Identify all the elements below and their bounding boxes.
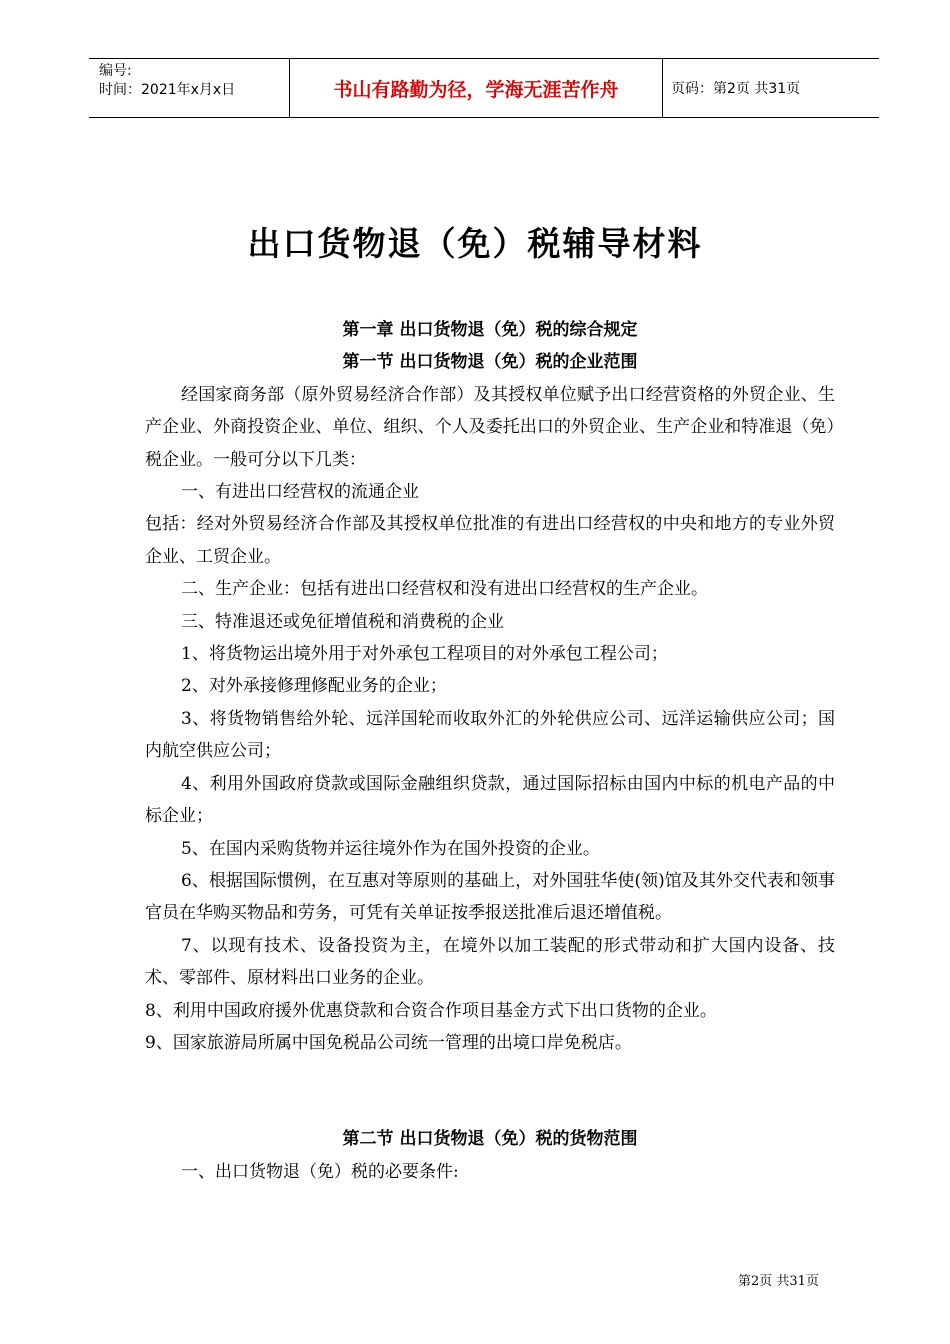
number-label: 编号: xyxy=(99,63,132,79)
paragraph: 包括：经对外贸易经济合作部及其授权单位批准的有进出口经营权的中央和地方的专业外贸企业、工贸企业。 xyxy=(145,514,835,567)
list-item: 6、根据国际惯例，在互惠对等原则的基础上，对外国驻华使(领)馆及其外交代表和领事官员在华购买物品和劳务，可凭有关单证按季报送批准后退还增值税。 xyxy=(145,870,835,924)
page-info: 页码：第2页 共31页 xyxy=(671,81,801,97)
list-item: 4、利用外国政府贷款或国际金融组织贷款，通过国际招标由国内中标的机电产品的中标企业； xyxy=(145,773,835,827)
document-body xyxy=(145,314,835,1188)
list-item: 7、以现有技术、设备投资为主，在境外以加工装配的形式带动和扩大国内设备、技术、零部件、原材料出口业务的企业。 xyxy=(145,935,835,989)
list-item: 5、在国内采购货物并运往境外作为在国外投资的企业。 xyxy=(181,838,600,859)
paragraph: 经国家商务部（原外贸易经济合作部）及其授权单位赋予出口经营资格的外贸企业、生产企业、外商投资企业、单位、组织、个人及委托出口的外贸企业、生产企业和特准退（免）税企业。一般可分以下几类： xyxy=(145,384,835,470)
header-left-cell xyxy=(89,59,289,117)
section-heading: 第一节 出口货物退（免）税的企业范围 xyxy=(342,352,638,373)
list-item: 2、对外承接修理修配业务的企业； xyxy=(181,676,447,697)
paragraph: 三、特准退还或免征增值税和消费税的企业 xyxy=(181,611,504,632)
list-item: 8、利用中国政府援外优惠贷款和合资合作项目基金方式下出口货物的企业。 xyxy=(145,1000,717,1021)
list-item: 1、将货物运出境外用于对外承包工程项目的对外承包工程公司； xyxy=(181,644,668,665)
paragraph: 二、生产企业：包括有进出口经营权和没有进出口经营权的生产企业。 xyxy=(181,579,708,600)
section-heading: 第二节 出口货物退（免）税的货物范围 xyxy=(342,1129,638,1150)
paragraph: 一、出口货物退（免）税的必要条件: xyxy=(181,1161,459,1182)
list-item: 9、国家旅游局所属中国免税品公司统一管理的出境口岸免税店。 xyxy=(145,1032,632,1053)
motto: 书山有路勤为径，学海无涯苦作舟 xyxy=(289,59,663,117)
header-table xyxy=(89,58,879,118)
time-label: 时间：2021年x月x日 xyxy=(99,82,236,98)
page-footer: 第2页 共31页 xyxy=(738,1274,819,1289)
document-title: 出口货物退（免）税辅导材料 xyxy=(247,224,703,263)
paragraph: 一、有进出口经营权的流通企业 xyxy=(181,482,419,503)
list-item: 3、将货物销售给外轮、远洋国轮而收取外汇的外轮供应公司、远洋运输供应公司；国内航空供应公司； xyxy=(145,708,835,762)
chapter-heading: 第一章 出口货物退（免）税的综合规定 xyxy=(342,320,638,340)
spacer xyxy=(145,1059,835,1123)
